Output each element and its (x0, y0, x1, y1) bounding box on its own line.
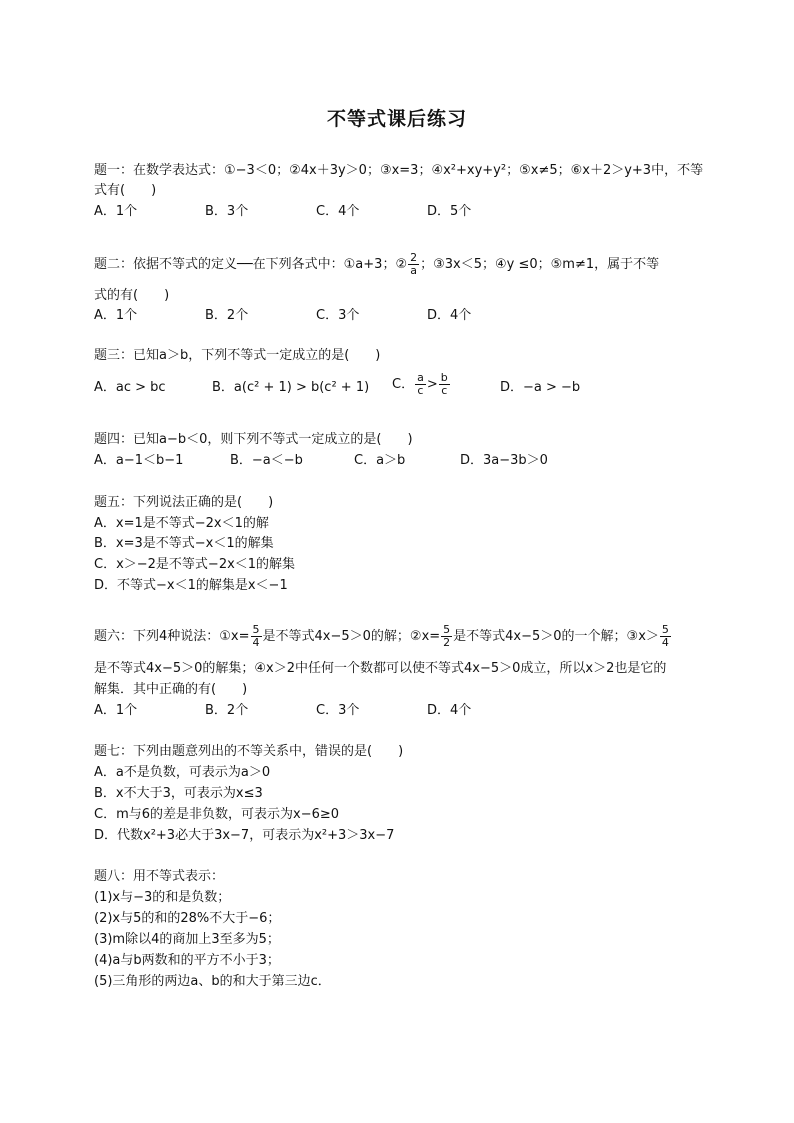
q3-option-c-label: C． (392, 377, 415, 392)
q8-stem: 题八：用不等式表示： (94, 869, 225, 884)
q1-option-b: B．3个 (205, 204, 249, 219)
q2-option-c: C．3个 (316, 308, 360, 323)
q3-option-d: D．−a > −b (500, 380, 581, 395)
q3-option-c-frac1 (415, 372, 426, 397)
q5-option-c: C．x＞−2是不等式−2x＜1的解集 (94, 557, 296, 572)
q4-option-a: A．a−1＜b−1 (94, 453, 184, 468)
page-title: 不等式课后练习 (326, 108, 467, 130)
q6-option-c: C．3个 (316, 703, 360, 718)
q2-fraction-num: 2 (410, 251, 418, 264)
q6-frac3-num: 5 (661, 623, 669, 636)
q3-option-c-frac2 (439, 372, 450, 397)
q6-stem-line3: 解集．其中正确的有( ) (94, 682, 248, 697)
q8-item-5: (5)三角形的两边a、b的和大于第三边c． (94, 974, 331, 989)
q6-part2: 是不等式4x−5＞0的解；②x= (262, 629, 441, 644)
q6-part3: 是不等式4x−5＞0的一个解；③x＞ (453, 629, 659, 644)
q7-option-b: B．x不大于3，可表示为x≤3 (94, 786, 263, 801)
q1-option-d: D．5个 (427, 204, 472, 219)
q8-item-2: (2)x与5的和的28%不大于−6； (94, 911, 281, 926)
q6-frac3 (660, 624, 671, 649)
q3-option-a: A．ac > bc (94, 380, 166, 395)
q4-option-c: C．a＞b (354, 453, 406, 468)
q6-frac3-den: 4 (661, 636, 669, 649)
q2-fraction (408, 252, 419, 277)
q6-stem-line2: 是不等式4x−5＞0的解集；④x＞2中任何一个数都可以使不等式4x−5＞0成立，所以x＞2也是它的 (94, 661, 667, 676)
q6-option-a: A．1个 (94, 703, 138, 718)
q2-option-d: D．4个 (427, 308, 472, 323)
q6-stem-line1 (94, 624, 706, 649)
q7-option-d: D．代数x²+3必大于3x−7，可表示为x²+3＞3x−7 (94, 828, 395, 843)
q6-frac1-num: 5 (252, 623, 260, 636)
q6-part1: 题六：下列4种说法：①x= (94, 629, 250, 644)
q3-frac2-den: c (441, 384, 448, 397)
q3-frac1-den: c (417, 384, 424, 397)
q4-option-b: B．−a＜−b (230, 453, 303, 468)
q3-stem: 题三：已知a＞b，下列不等式一定成立的是( ) (94, 348, 381, 363)
q3-frac2-num: b (440, 371, 448, 384)
q3-option-c-gt: > (426, 377, 438, 392)
q6-option-b: B．2个 (205, 703, 249, 718)
q3-frac1-num: a (417, 371, 424, 384)
q2-stem-line2: 式的有( ) (94, 288, 170, 303)
q4-stem: 题四：已知a−b＜0，则下列不等式一定成立的是( ) (94, 432, 413, 447)
q8-item-1: (1)x与−3的和是负数； (94, 890, 231, 905)
q3-option-b: B．a(c² + 1) > b(c² + 1) (212, 380, 370, 395)
q2-option-a: A．1个 (94, 308, 138, 323)
q6-frac1 (251, 624, 262, 649)
q2-stem-part1: 题二：依据不等式的定义──在下列各式中：①a+3；② (94, 257, 408, 272)
q5-option-d: D．不等式−x＜1的解集是x＜−1 (94, 578, 288, 593)
q2-stem-line1 (94, 252, 706, 277)
q1-option-c: C．4个 (316, 204, 360, 219)
q1-stem-line2: 式有( ) (94, 183, 157, 198)
q6-frac1-den: 4 (252, 636, 260, 649)
q1-stem-line1: 题一：在数学表达式：①−3＜0；②4x＋3y＞0；③x=3；④x²+xy+y²；⑤x≠5；⑥x＋2＞y+3中，不等 (94, 163, 704, 178)
q7-option-a: A．a不是负数，可表示为a＞0 (94, 765, 271, 780)
q8-item-3: (3)m除以4的商加上3至多为5； (94, 932, 280, 947)
q5-option-a: A．x=1是不等式−2x＜1的解 (94, 516, 269, 531)
q2-stem-part2: ；③3x＜5；④y ≤0；⑤m≠1，属于不等 (420, 257, 660, 272)
q1-option-a: A．1个 (94, 204, 138, 219)
q5-stem: 题五：下列说法正确的是( ) (94, 495, 274, 510)
q6-frac2-den: 2 (443, 636, 451, 649)
q4-option-d: D．3a−3b＞0 (460, 453, 548, 468)
q5-option-b: B．x=3是不等式−x＜1的解集 (94, 536, 274, 551)
q6-frac2 (441, 624, 452, 649)
q6-frac2-num: 5 (443, 623, 451, 636)
q6-option-d: D．4个 (427, 703, 472, 718)
q2-fraction-den: a (410, 264, 417, 277)
q7-stem: 题七：下列由题意列出的不等关系中，错误的是( ) (94, 744, 404, 759)
q3-option-c (392, 372, 451, 397)
q8-item-4: (4)a与b两数和的平方不小于3； (94, 953, 280, 968)
q2-option-b: B．2个 (205, 308, 249, 323)
q7-option-c: C．m与6的差是非负数，可表示为x−6≥0 (94, 807, 340, 822)
